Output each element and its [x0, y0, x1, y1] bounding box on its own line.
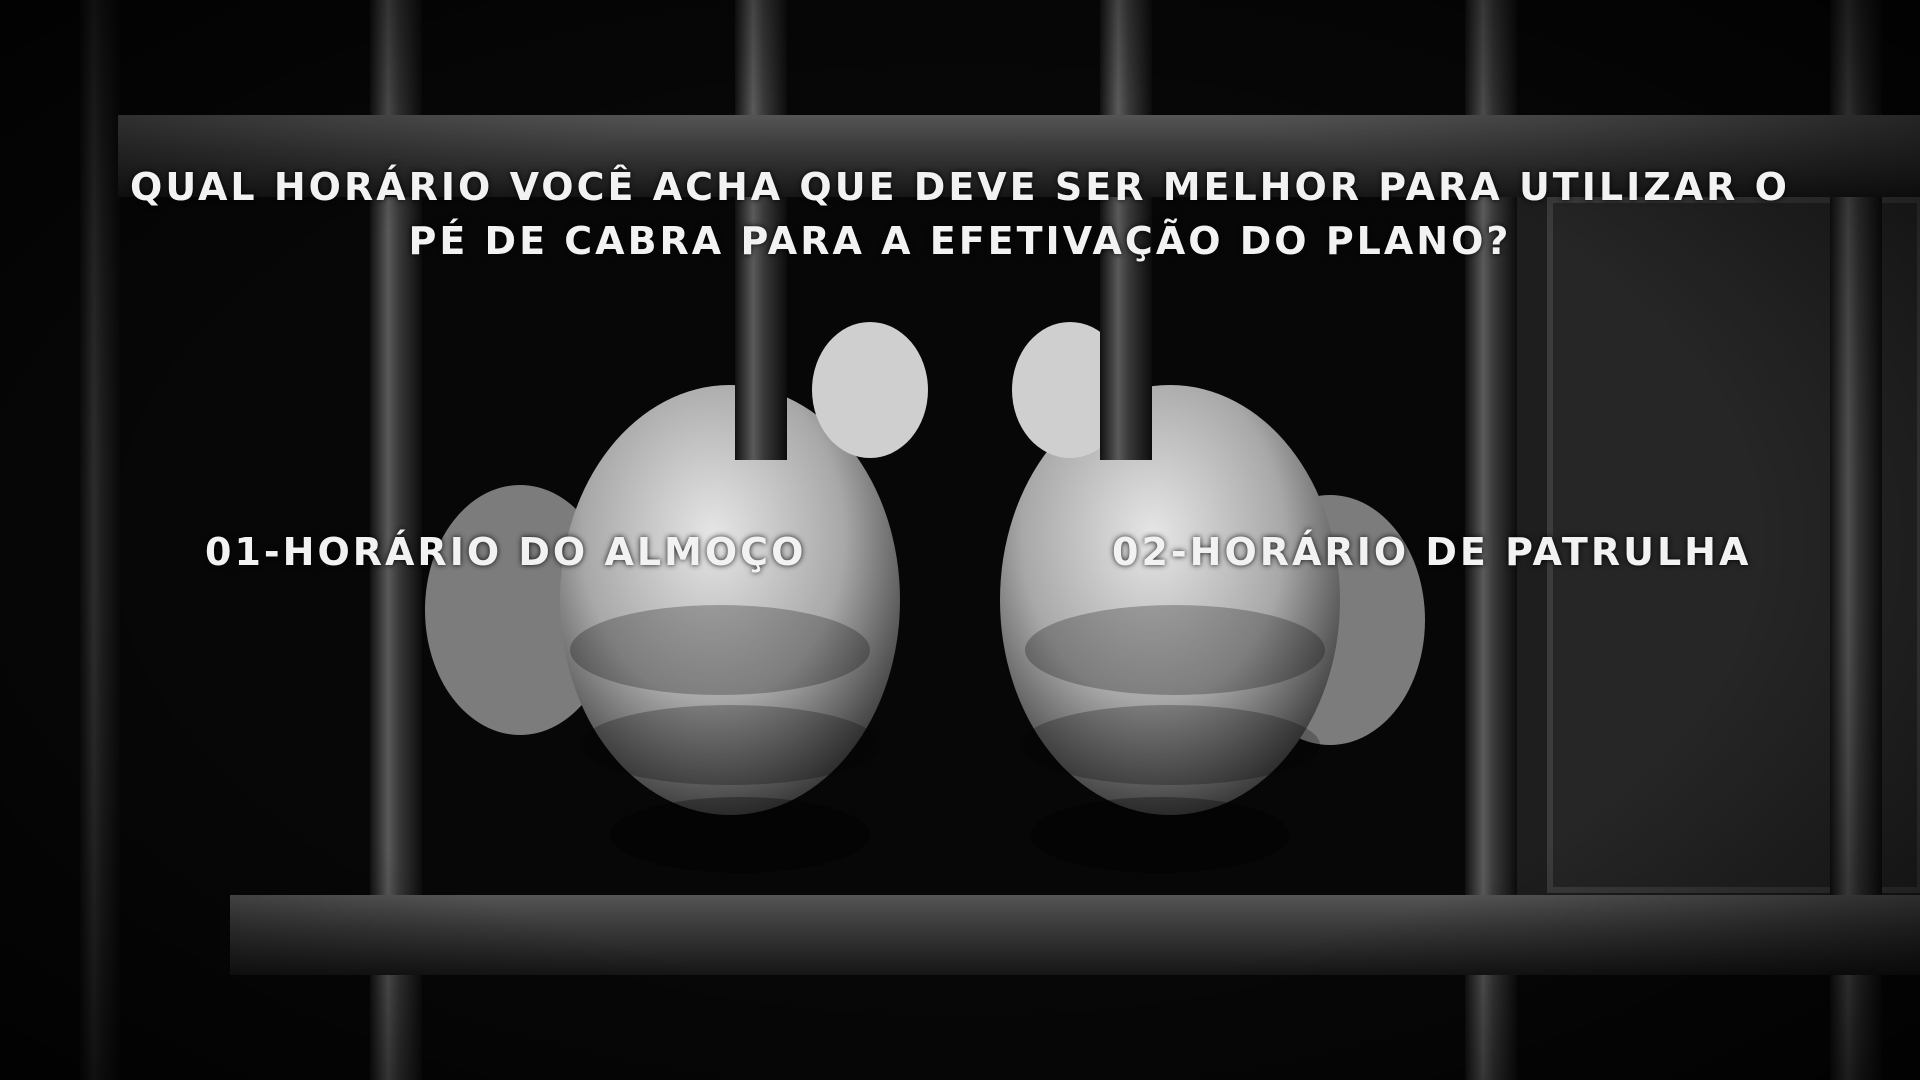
option-patrol-time[interactable]: 02-HORÁRIO DE PATRULHA — [1112, 530, 1752, 574]
option-lunch-time[interactable]: 01-HORÁRIO DO ALMOÇO — [205, 530, 807, 574]
question-text: QUAL HORÁRIO VOCÊ ACHA QUE DEVE SER MELHOR PARA UTILIZAR O PÉ DE CABRA PARA A EFETIVAÇÃO DO PLANO? — [130, 165, 1790, 263]
